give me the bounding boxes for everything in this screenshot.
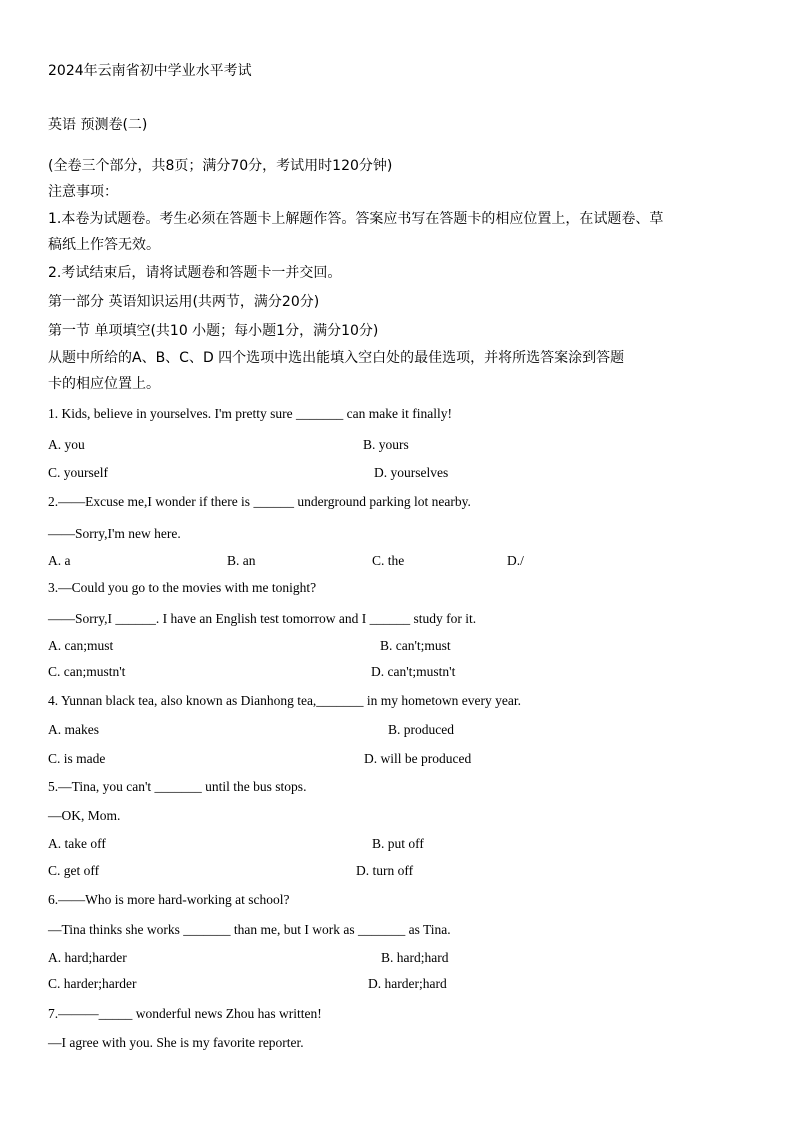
section-1-heading: 第一节 单项填空(共10 小题；每小题1分，满分10分)	[48, 323, 379, 339]
q1-option-a: A. you	[48, 437, 85, 452]
exam-title: 2024年云南省初中学业水平考试	[48, 63, 252, 79]
q4-option-c: C. is made	[48, 751, 106, 766]
question-3-stem: 3.—Could you go to the movies with me tonight?	[48, 580, 317, 595]
directions-line-2: 卡的相应位置上。	[48, 376, 160, 392]
question-7-stem: 7.———_____ wonderful news Zhou has written!	[48, 1006, 322, 1021]
q1-option-d: D. yourselves	[374, 465, 449, 480]
question-5-stem: 5.—Tina, you can't _______ until the bus stops.	[48, 779, 307, 794]
note-2: 2.考试结束后，请将试题卷和答题卡一并交回。	[48, 265, 342, 281]
q1-option-c: C. yourself	[48, 465, 108, 480]
question-3-reply: ——Sorry,I ______. I have an English test tomorrow and I ______ study for it.	[48, 611, 477, 626]
question-1-stem: 1. Kids, believe in yourselves. I'm pretty sure _______ can make it finally!	[48, 406, 452, 421]
q1-option-b: B. yours	[363, 437, 409, 452]
q3-option-c: C. can;mustn't	[48, 664, 126, 679]
q4-option-a: A. makes	[48, 722, 99, 737]
q3-option-d: D. can't;mustn't	[371, 664, 456, 679]
q5-option-a: A. take off	[48, 836, 106, 851]
q6-option-d: D. harder;hard	[368, 976, 447, 991]
q2-option-a: A. a	[48, 553, 71, 568]
question-2-reply: ——Sorry,I'm new here.	[48, 526, 181, 541]
q5-option-c: C. get off	[48, 863, 100, 878]
question-5-reply: —OK, Mom.	[48, 808, 121, 823]
question-7-reply: —I agree with you. She is my favorite reporter.	[48, 1035, 304, 1050]
q5-option-d: D. turn off	[356, 863, 414, 878]
q2-option-c: C. the	[372, 553, 405, 568]
exam-scope: (全卷三个部分，共8页；满分70分，考试用时120分钟)	[48, 158, 393, 174]
directions-line-1: 从题中所给的A、B、C、D 四个选项中选出能填入空白处的最佳选项，并将所选答案涂到答题	[48, 350, 625, 366]
subject-title: 英语 预测卷(二)	[48, 117, 148, 133]
notice-label: 注意事项：	[48, 184, 118, 200]
question-2-stem: 2.——Excuse me,I wonder if there is ______ underground parking lot nearby.	[48, 494, 471, 509]
q5-option-b: B. put off	[372, 836, 424, 851]
note-1-line-2: 稿纸上作答无效。	[48, 237, 160, 253]
q2-option-b: B. an	[227, 553, 256, 568]
q6-option-a: A. hard;harder	[48, 950, 127, 965]
q4-option-b: B. produced	[388, 722, 454, 737]
question-4-stem: 4. Yunnan black tea, also known as Dianhong tea,_______ in my hometown every year.	[48, 693, 522, 708]
q2-option-d: D./	[507, 553, 524, 568]
q6-option-b: B. hard;hard	[381, 950, 449, 965]
q3-option-b: B. can't;must	[380, 638, 451, 653]
q3-option-a: A. can;must	[48, 638, 114, 653]
part-1-heading: 第一部分 英语知识运用(共两节，满分20分)	[48, 294, 320, 310]
q4-option-d: D. will be produced	[364, 751, 472, 766]
question-6-reply: —Tina thinks she works _______ than me, but I work as _______ as Tina.	[48, 922, 451, 937]
note-1-line-1: 1.本卷为试题卷。考生必须在答题卡上解题作答。答案应书写在答题卡的相应位置上，在试题卷、草	[48, 211, 664, 227]
q6-option-c: C. harder;harder	[48, 976, 137, 991]
question-6-stem: 6.——Who is more hard-working at school?	[48, 892, 290, 907]
